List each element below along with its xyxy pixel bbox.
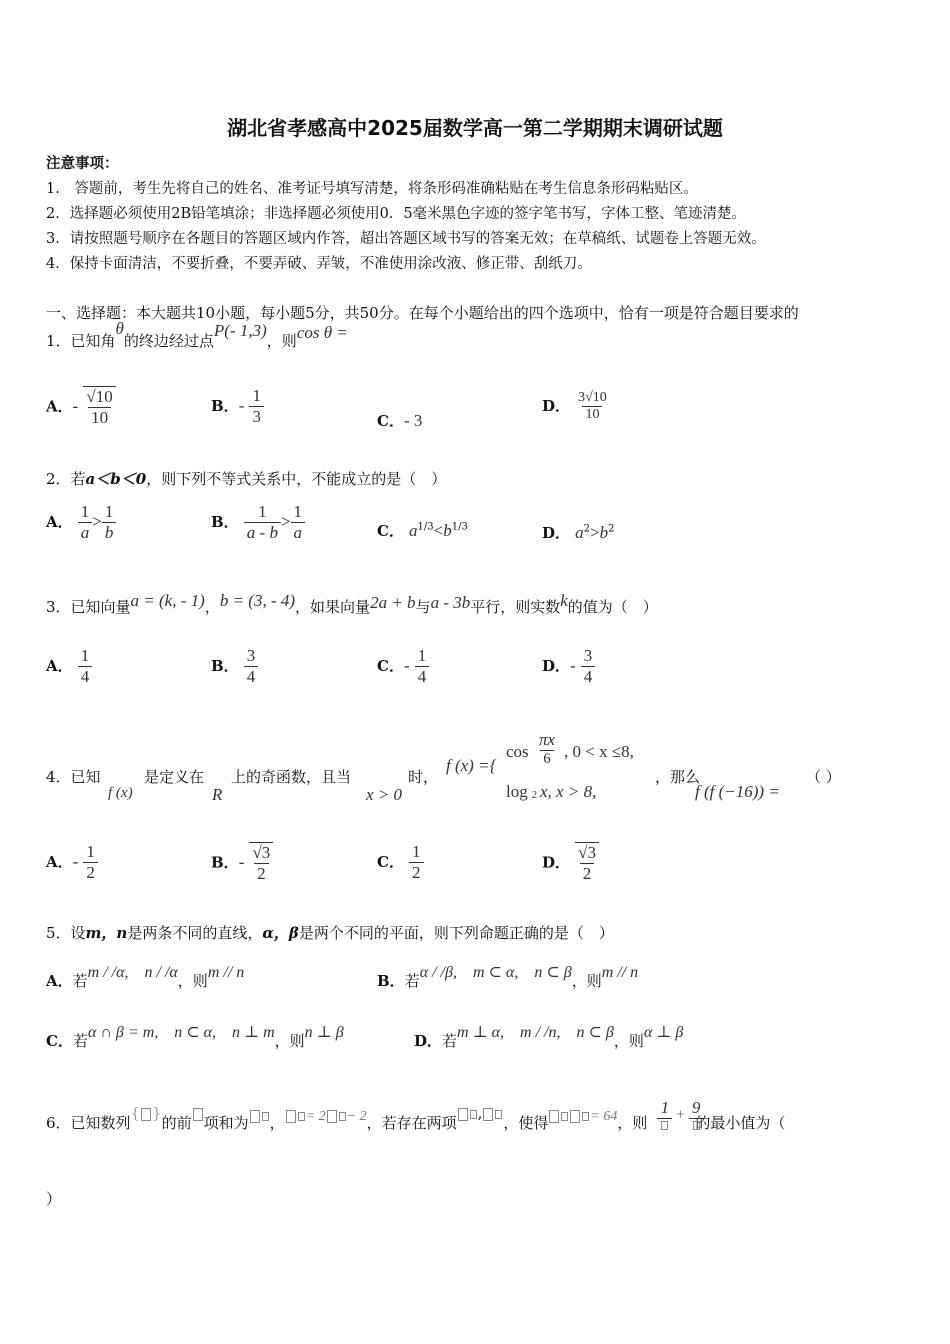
q4-text-1: 4．已知	[46, 768, 101, 786]
q1-point: P(- 1,3)	[213, 321, 267, 340]
q1-option-b[interactable]: B．- $\frac{1}{3}$	[211, 386, 264, 427]
q1-option-c[interactable]: C．- 3	[377, 411, 423, 430]
q4-condition: x > 0	[366, 785, 403, 804]
question-5: 5．设m，n是两条不同的直线，α，β是两个不同的平面，则下列命题正确的是（ ）	[46, 924, 614, 942]
section-heading: 一、选择题：本大题共10小题，每小题5分，共50分。在每个小题给出的四个选项中，恰有一项是符合题目要求的	[46, 304, 799, 322]
q1-option-d[interactable]: D． $\frac{3√10}{10}$	[542, 390, 610, 423]
q3-option-a[interactable]: A． $\frac{1}{4}$	[46, 646, 92, 687]
q4-expression: f (f (−16)) =	[695, 782, 780, 801]
page-title: 湖北省孝感高中2025届数学高一第二学期期末调研试题	[227, 116, 723, 140]
q2-option-c[interactable]: C． $a^{1/3}<b^{1/3}$	[377, 521, 468, 540]
q4-R: R	[212, 785, 223, 804]
q2-condition: a＜b＜0	[85, 470, 147, 488]
q1-a-fraction: $\frac{√10}{10}$	[83, 386, 115, 428]
q6-fraction-expr: 1 + 9	[657, 1098, 703, 1131]
q5-option-d[interactable]: D．若m ⊥ α, m / /n, n ⊂ β，则α ⊥ β	[414, 1024, 684, 1050]
q1-text: ，则	[266, 332, 297, 350]
q2-option-d[interactable]: D． $a^2>b^2$	[542, 523, 615, 542]
q4-option-d[interactable]: D． $\frac{√3}{2}$	[542, 842, 599, 884]
q4-option-b[interactable]: B．- $\frac{√3}{2}$	[211, 842, 273, 884]
q1-theta: θ	[115, 319, 124, 338]
question-6: 6．已知数列{ }的前 项和为 ， = 2 − 2，若存在两项,，使得 = 64，则 1 + 9 的最小值为（	[46, 1098, 786, 1132]
q2-option-b[interactable]: B． $\frac{1}{a - b}$ > $\frac{1}{a}$	[211, 502, 305, 543]
q3-option-c[interactable]: C．- $\frac{1}{4}$	[377, 646, 429, 687]
q4-text-5: ，那么	[655, 768, 701, 786]
q4-text-4: 时，	[408, 768, 439, 786]
q4-option-a[interactable]: A．- $\frac{1}{2}$	[46, 842, 98, 883]
question-2: 2．若a＜b＜0，则下列不等式关系中，不能成立的是（ ）	[46, 470, 447, 488]
q5-option-c[interactable]: C．若α ∩ β = m, n ⊂ α, n ⊥ m，则n ⊥ β	[46, 1024, 344, 1050]
q1-cos: cos θ =	[296, 323, 348, 342]
q3-vector-a: a = (k, - 1)	[130, 591, 205, 610]
q6-sequence-placeholder: { }	[130, 1104, 162, 1122]
q1-option-a[interactable]: A．- $\frac{√10}{10}$	[46, 386, 116, 428]
q4-text-6: （ ）	[806, 768, 841, 786]
q3-option-d[interactable]: D．- $\frac{3}{4}$	[542, 646, 595, 687]
q1-text: 1．已知角	[46, 332, 116, 350]
q4-piecewise: f (x) ={ cos $\frac{\pi x}{6}$ , 0 < x ≤8, log 2 x, x > 8,	[446, 730, 634, 801]
notice-item-3: 3．请按照题号顺序在各题目的答题区域内作答，超出答题区域书写的答案无效；在草稿纸、试题卷上答题无效。	[46, 231, 766, 247]
question-1	[46, 319, 348, 351]
q1-b-fraction: $\frac{1}{3}$	[249, 386, 264, 427]
q5-option-b[interactable]: B．若α / /β, m ⊂ α, n ⊂ β，则m // n	[377, 964, 639, 990]
q6-close-paren: ）	[46, 1190, 62, 1208]
notice-item-4: 4．保持卡面清洁，不要折叠，不要弄破、弄皱，不准使用涂改液、修正带、刮纸刀。	[46, 256, 592, 272]
q1-d-fraction: $\frac{3√10}{10}$	[578, 390, 607, 422]
q4-text-3: 上的奇函数，且当	[231, 768, 352, 786]
q4-fx: f (x)	[108, 785, 133, 801]
notice-heading: 注意事项：	[46, 155, 119, 172]
question-3: 3．已知向量a = (k, - 1)，b = (3, - 4)，如果向量2a + b与a - 3b平行，则实数k的值为（ ）	[46, 591, 658, 616]
q3-option-b[interactable]: B． $\frac{3}{4}$	[211, 646, 258, 687]
notice-item-2: 2．选择题必须使用2B铅笔填涂；非选择题必须使用0．5毫米黑色字迹的签字笔书写，字体工整、笔迹清楚。	[46, 206, 747, 222]
q4-option-c[interactable]: C． $\frac{1}{2}$	[377, 842, 424, 883]
q1-text: 的终边经过点	[123, 332, 214, 350]
q2-option-a[interactable]: A． $\frac{1}{a}$ > $\frac{1}{b}$	[46, 502, 116, 543]
q3-vector-b: b = (3, - 4)	[219, 591, 296, 610]
q4-text-2: 是定义在	[144, 768, 205, 786]
q5-option-a[interactable]: A．若m / /α, n / /α，则m // n	[46, 964, 245, 990]
notice-item-1: 1. 答题前，考生先将自己的姓名、准考证号填写清楚，将条形码准确粘贴在考生信息条形码粘贴区。	[46, 181, 698, 197]
